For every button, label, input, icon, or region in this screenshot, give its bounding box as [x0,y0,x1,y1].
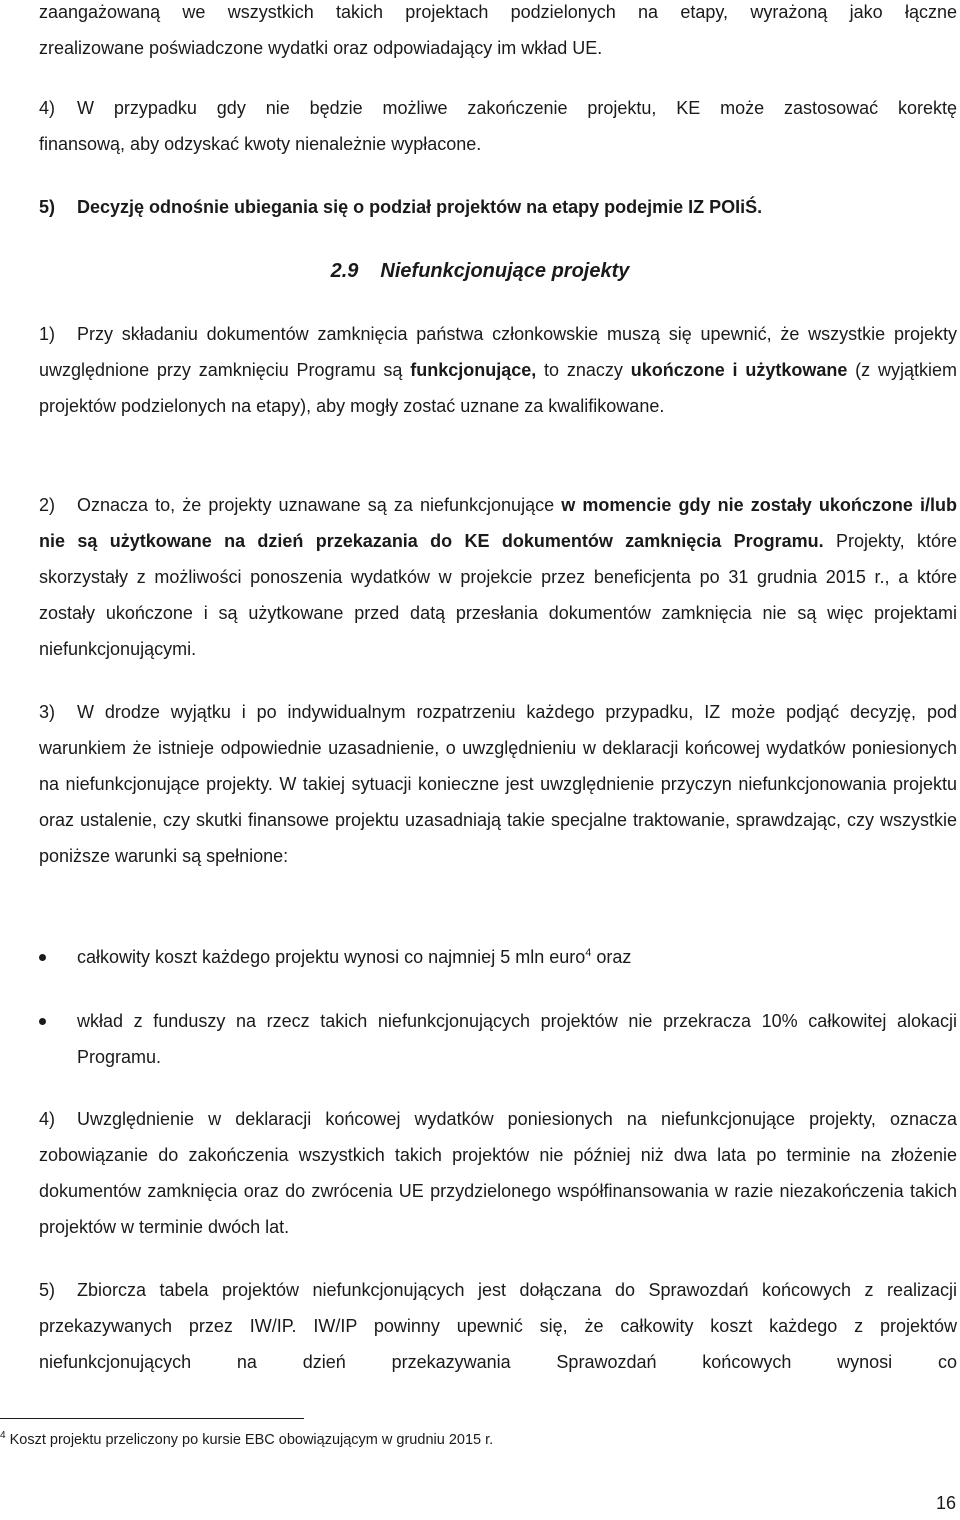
continuation-line-1: zaangażowaną we wszystkich takich projektach podzielonych na etapy, wyrażoną jako łączne [39,2,957,22]
list-number: 4) [39,98,56,118]
page-number: 16 [935,1493,956,1513]
bullet-text: wkład z funduszy na rzecz takich niefunkcjonujących projektów nie przekracza 10% całkowitej alokacji Programu. [77,1011,957,1067]
paragraph-2 [39,487,957,667]
bold-text: w momencie gdy nie zostały ukończone i/lub nie są użytkowane na dzień przekazania do KE dokumentów zamknięcia Programu. [39,495,957,551]
paragraph-5 [39,1272,957,1380]
section-heading [0,253,960,289]
paragraph-text: Oznacza to, że projekty uznawane są za niefunkcjonujące [77,495,562,515]
paragraph-text: W drodze wyjątku i po indywidualnym rozpatrzeniu każdego przypadku, IZ może podjąć decyzję, pod warunkiem że istnieje odpowiednie uzasadnienie, o uwzględnieniu w deklaracji końcowej wydatków poniesionych na niefunkcjonujące projekty. W takiej sytuacji konieczne jest uwzględnienie przyczyn niefunkcjonowania projektu oraz ustalenie, czy skutki finansowe projektu uzasadniają takie specjalne traktowanie, sprawdzając, czy wszystkie poniższe warunki są spełnione: [39,702,957,866]
paragraph-text: (z wyjątkiem projektów podzielonych na etapy), aby mogły zostać uznane za kwalifikowane. [39,360,957,416]
bullet-text-main: całkowity koszt każdego projektu wynosi co najmniej 5 mln euro [77,947,586,967]
footnote-reference: 4 [585,947,592,959]
bullet-item [39,939,957,975]
footnote [0,1430,493,1450]
footnote-text: Koszt projektu przeliczony po kursie EBC obowiązującym w grudniu 2015 r. [5,1432,494,1448]
continuation-paragraph-end [39,30,957,66]
list-item-4-top-cont [39,126,957,162]
list-number: 2) [39,495,56,515]
bullet-icon [39,1018,46,1025]
paragraph-text: Przy składaniu dokumentów zamknięcia państwa członkowskie muszą się upewnić, że wszystkie projekty uwzględnione przy zamknięciu Programu są [39,324,957,380]
paragraph-text: to znaczy [536,360,631,380]
list-number: 5) [39,1280,56,1300]
footnote-mark: 4 [0,1430,6,1442]
continuation-paragraph [39,0,957,30]
list-number: 5) [39,197,56,217]
list-number: 1) [39,324,56,344]
list-number: 3) [39,702,56,722]
section-number: 2.9 [330,260,359,282]
continuation-line-2: zrealizowane poświadczone wydatki oraz odpowiadający im wkład UE. [39,38,603,58]
list-item-line-1: W przypadku gdy nie będzie możliwe zakończenie projektu, KE może zastosować korektę [77,98,957,118]
paragraph-text: Zbiorcza tabela projektów niefunkcjonujących jest dołączana do Sprawozdań końcowych z realizacji przekazywanych przez IW/IP. IW/IP powinny upewnić się, że całkowity koszt każdego z projektów niefunkcjonujących na dzień przekazywania Sprawozdań końcowych wynosi co [39,1280,957,1372]
list-item-4-top [39,90,957,126]
footnote-divider [0,1418,304,1419]
list-item-5-top [39,189,957,225]
bullet-text [77,939,957,975]
bullet-item [39,1003,957,1075]
list-number: 4) [39,1109,56,1129]
bold-text: ukończone i użytkowane [630,360,848,380]
bold-text: funkcjonujące, [410,360,537,380]
paragraph-3 [39,694,957,874]
bullet-icon [39,954,46,961]
paragraph-text: Projekty, które skorzystały z możliwości ponoszenia wydatków w projekcie przez beneficjenta po 31 grudnia 2015 r., a które zostały ukończone i są użytkowane przed datą przesłania dokumentów zamknięcia nie są więc projektami niefunkcjonującymi. [39,531,957,659]
paragraph-text: Uwzględnienie w deklaracji końcowej wydatków poniesionych na niefunkcjonujące projekty, oznacza zobowiązanie do zakończenia wszystkich takich projektów nie później niż dwa lata po terminie na złożenie dokumentów zamknięcia oraz do zwrócenia UE przydzielonego współfinansowania w razie niezakończenia takich projektów w terminie dwóch lat. [39,1109,957,1237]
list-item-text: Decyzję odnośnie ubiegania się o podział projektów na etapy podejmie IZ POIiŚ. [77,197,763,217]
section-title: Niefunkcjonujące projekty [380,260,630,282]
paragraph-1 [39,316,957,424]
paragraph-4 [39,1101,957,1245]
list-item-line-2: finansową, aby odzyskać kwoty nienależnie wypłacone. [39,134,482,154]
bullet-text-tail: oraz [591,947,632,967]
